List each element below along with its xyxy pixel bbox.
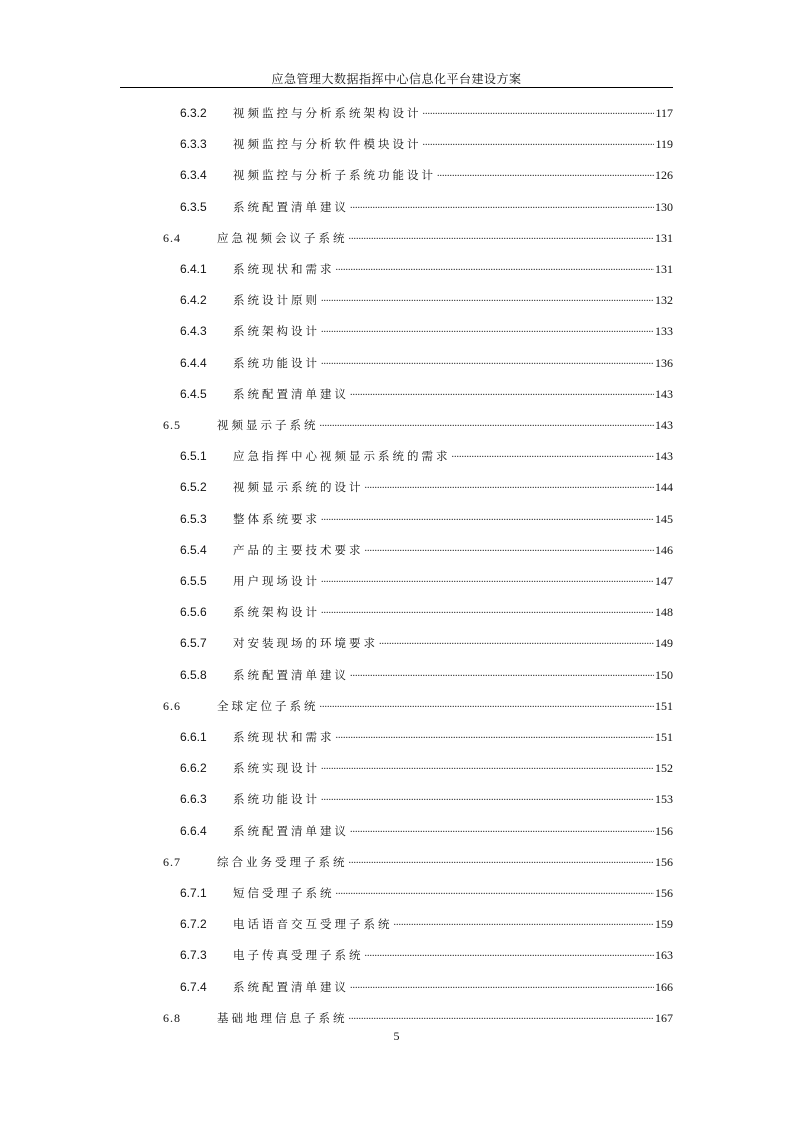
toc-entry-page: 130 bbox=[655, 199, 673, 214]
toc-entry-title: 系统配置清单建议 bbox=[233, 823, 349, 838]
toc-entry[interactable] bbox=[163, 227, 673, 245]
toc-dot-leader bbox=[349, 854, 655, 868]
toc-entry[interactable] bbox=[180, 788, 673, 806]
toc-dot-leader bbox=[321, 604, 654, 618]
toc-entry-number: 6.7.2 bbox=[180, 917, 207, 932]
toc-entry[interactable] bbox=[180, 352, 673, 370]
toc-entry-number: 6.5.7 bbox=[180, 636, 207, 651]
toc-entry-title: 产品的主要技术要求 bbox=[233, 542, 364, 557]
toc-dot-leader bbox=[365, 542, 655, 556]
toc-entry-title: 视频监控与分析系统架构设计 bbox=[233, 106, 422, 120]
toc-entry-number: 6.7 bbox=[163, 854, 181, 869]
toc-entry[interactable] bbox=[180, 976, 673, 994]
toc-entry[interactable] bbox=[180, 320, 673, 338]
toc-entry-page: 117 bbox=[655, 106, 673, 120]
toc-entry[interactable] bbox=[163, 1007, 673, 1025]
toc-entry[interactable] bbox=[180, 913, 673, 931]
toc-entry[interactable] bbox=[163, 851, 673, 869]
toc-entry[interactable] bbox=[180, 289, 673, 307]
toc-entry-title: 系统配置清单建议 bbox=[233, 979, 349, 994]
toc-entry[interactable] bbox=[163, 414, 673, 432]
toc-entry[interactable] bbox=[180, 601, 673, 619]
toc-entry-title: 视频监控与分析软件模块设计 bbox=[233, 137, 422, 152]
toc-dot-leader bbox=[350, 823, 654, 837]
toc-entry-number: 6.3.4 bbox=[180, 168, 207, 183]
toc-entry-title: 整体系统要求 bbox=[233, 511, 320, 526]
toc-entry-title: 系统现状和需求 bbox=[233, 262, 335, 276]
toc-entry-page: 152 bbox=[655, 761, 673, 776]
toc-entry-title: 视频监控与分析子系统功能设计 bbox=[233, 168, 436, 183]
toc-entry[interactable] bbox=[180, 570, 673, 588]
toc-entry-number: 6.6.1 bbox=[180, 730, 207, 744]
toc-entry-page: 144 bbox=[655, 480, 673, 495]
toc-entry-page: 131 bbox=[655, 230, 673, 245]
toc-entry-title: 对安装现场的环境要求 bbox=[233, 636, 378, 651]
toc-entry-number: 6.5.5 bbox=[180, 574, 207, 588]
toc-entry-number: 6.4.1 bbox=[180, 262, 207, 276]
toc-entry-title: 系统架构设计 bbox=[233, 324, 320, 339]
toc-entry-number: 6.4.3 bbox=[180, 324, 207, 339]
toc-entry-page: 133 bbox=[655, 324, 673, 339]
toc-entry-title: 电子传真受理子系统 bbox=[233, 948, 364, 963]
toc-dot-leader bbox=[349, 1010, 655, 1024]
toc-entry[interactable] bbox=[180, 133, 673, 151]
toc-entry[interactable] bbox=[180, 820, 673, 838]
toc-entry[interactable] bbox=[180, 508, 673, 526]
toc-entry-title: 系统设计原则 bbox=[233, 293, 320, 308]
toc-entry-number: 6.6.4 bbox=[180, 823, 207, 838]
toc-entry-title: 电话语音交互受理子系统 bbox=[233, 917, 393, 932]
toc-entry-number: 6.6.3 bbox=[180, 792, 207, 807]
toc-dot-leader bbox=[349, 230, 655, 244]
toc-entry[interactable] bbox=[180, 102, 673, 120]
toc-entry-number: 6.7.1 bbox=[180, 886, 207, 900]
toc-entry[interactable] bbox=[180, 196, 673, 214]
toc-entry[interactable] bbox=[163, 695, 673, 713]
toc-entry-page: 143 bbox=[655, 418, 673, 432]
toc-entry-page: 167 bbox=[655, 1010, 673, 1025]
toc-dot-leader bbox=[321, 511, 654, 525]
toc-entry-number: 6.3.2 bbox=[180, 106, 207, 120]
toc-entry[interactable] bbox=[180, 476, 673, 494]
toc-entry[interactable] bbox=[180, 539, 673, 557]
toc-entry-page: 156 bbox=[655, 886, 673, 900]
toc-dot-leader bbox=[350, 979, 654, 993]
toc-dot-leader bbox=[336, 885, 655, 899]
toc-entry-page: 153 bbox=[655, 792, 673, 807]
toc-entry-title: 视频显示子系统 bbox=[217, 418, 319, 432]
toc-dot-leader bbox=[336, 261, 655, 275]
toc-entry-page: 147 bbox=[655, 574, 673, 588]
toc-entry-title: 视频显示系统的设计 bbox=[233, 480, 364, 495]
toc-entry-title: 基础地理信息子系统 bbox=[217, 1010, 348, 1025]
toc-dot-leader bbox=[320, 417, 655, 431]
toc-entry-number: 6.3.3 bbox=[180, 137, 207, 152]
running-header-title: 应急管理大数据指挥中心信息化平台建设方案 bbox=[271, 72, 522, 86]
toc-entry[interactable] bbox=[180, 882, 673, 900]
toc-dot-leader bbox=[379, 635, 654, 649]
toc-entry-title: 系统实现设计 bbox=[233, 761, 320, 776]
toc-entry-page: 119 bbox=[655, 137, 673, 152]
toc-entry-number: 6.4.5 bbox=[180, 386, 207, 401]
toc-entry-number: 6.8 bbox=[163, 1010, 181, 1025]
toc-entry-number: 6.5.2 bbox=[180, 480, 207, 495]
toc-dot-leader bbox=[320, 698, 655, 712]
toc-entry-page: 166 bbox=[655, 979, 673, 994]
toc-dot-leader bbox=[321, 292, 654, 306]
toc-entry-number: 6.4.2 bbox=[180, 293, 207, 308]
toc-dot-leader bbox=[321, 791, 654, 805]
toc-dot-leader bbox=[321, 355, 654, 369]
toc-entry-title: 综合业务受理子系统 bbox=[217, 854, 348, 869]
toc-entry-page: 151 bbox=[655, 698, 673, 713]
toc-entry-page: 149 bbox=[655, 636, 673, 651]
toc-entry-page: 126 bbox=[655, 168, 673, 183]
toc-entry-page: 159 bbox=[655, 917, 673, 932]
toc-dot-leader bbox=[365, 479, 655, 493]
toc-entry-title: 短信受理子系统 bbox=[233, 886, 335, 900]
toc-dot-leader bbox=[350, 199, 654, 213]
toc-entry-number: 6.3.5 bbox=[180, 199, 207, 214]
toc-entry-number: 6.5.8 bbox=[180, 667, 207, 682]
toc-entry-title: 用户现场设计 bbox=[233, 574, 320, 588]
toc-entry-page: 150 bbox=[655, 667, 673, 682]
toc-entry[interactable] bbox=[180, 632, 673, 650]
toc-entry-title: 系统配置清单建议 bbox=[233, 386, 349, 401]
toc-entry-title: 系统功能设计 bbox=[233, 792, 320, 807]
toc-dot-leader bbox=[321, 760, 654, 774]
toc-entry-number: 6.4.4 bbox=[180, 355, 207, 370]
toc-entry-number: 6.6.2 bbox=[180, 761, 207, 776]
toc-dot-leader bbox=[437, 167, 654, 181]
toc-entry-page: 146 bbox=[655, 542, 673, 557]
toc-entry-page: 163 bbox=[655, 948, 673, 963]
toc-dot-leader bbox=[365, 947, 655, 961]
header-divider bbox=[120, 87, 673, 88]
toc-entry-page: 143 bbox=[655, 386, 673, 401]
toc-dot-leader bbox=[423, 105, 655, 119]
toc-dot-leader bbox=[350, 386, 654, 400]
toc-entry-page: 148 bbox=[655, 605, 673, 620]
toc-entry-title: 系统现状和需求 bbox=[233, 730, 335, 744]
toc-entry-page: 151 bbox=[655, 730, 673, 744]
toc-entry-page: 143 bbox=[655, 449, 673, 464]
toc-entry-number: 6.6 bbox=[163, 698, 181, 713]
toc-entry-number: 6.7.3 bbox=[180, 948, 207, 963]
toc-entry-title: 应急视频会议子系统 bbox=[217, 230, 348, 245]
toc-entry-page: 132 bbox=[655, 293, 673, 308]
toc-entry-title: 应急指挥中心视频显示系统的需求 bbox=[233, 449, 451, 464]
toc-entry[interactable] bbox=[180, 383, 673, 401]
toc-entry[interactable] bbox=[180, 757, 673, 775]
toc-entry-number: 6.7.4 bbox=[180, 979, 207, 994]
toc-entry-page: 136 bbox=[655, 355, 673, 370]
toc-entry[interactable] bbox=[180, 445, 673, 463]
toc-dot-leader bbox=[350, 667, 654, 681]
toc-dot-leader bbox=[452, 448, 655, 462]
toc-entry-number: 6.5 bbox=[163, 418, 181, 432]
toc-dot-leader bbox=[321, 573, 654, 587]
toc-entry-number: 6.5.1 bbox=[180, 449, 207, 464]
toc-entry-title: 系统配置清单建议 bbox=[233, 199, 349, 214]
page-number: 5 bbox=[393, 1029, 400, 1043]
toc-entry[interactable] bbox=[180, 164, 673, 182]
toc-entry-number: 6.4 bbox=[163, 230, 181, 245]
toc-entry-page: 156 bbox=[655, 823, 673, 838]
toc-entry-title: 系统功能设计 bbox=[233, 355, 320, 370]
toc-entry[interactable] bbox=[180, 258, 673, 276]
toc-entry[interactable] bbox=[180, 726, 673, 744]
toc-entry-number: 6.5.4 bbox=[180, 542, 207, 557]
toc-entry-title: 全球定位子系统 bbox=[217, 698, 319, 713]
toc-dot-leader bbox=[336, 729, 655, 743]
toc-entry[interactable] bbox=[180, 664, 673, 682]
toc-entry-page: 131 bbox=[655, 262, 673, 276]
toc-dot-leader bbox=[394, 916, 655, 930]
toc-dot-leader bbox=[423, 136, 655, 150]
toc-entry-title: 系统配置清单建议 bbox=[233, 667, 349, 682]
toc-entry-page: 145 bbox=[655, 511, 673, 526]
toc-entry-title: 系统架构设计 bbox=[233, 605, 320, 620]
toc-dot-leader bbox=[321, 323, 654, 337]
toc-entry-number: 6.5.6 bbox=[180, 605, 207, 620]
toc-entry[interactable] bbox=[180, 944, 673, 962]
toc-entry-number: 6.5.3 bbox=[180, 511, 207, 526]
toc-entry-page: 156 bbox=[655, 854, 673, 869]
